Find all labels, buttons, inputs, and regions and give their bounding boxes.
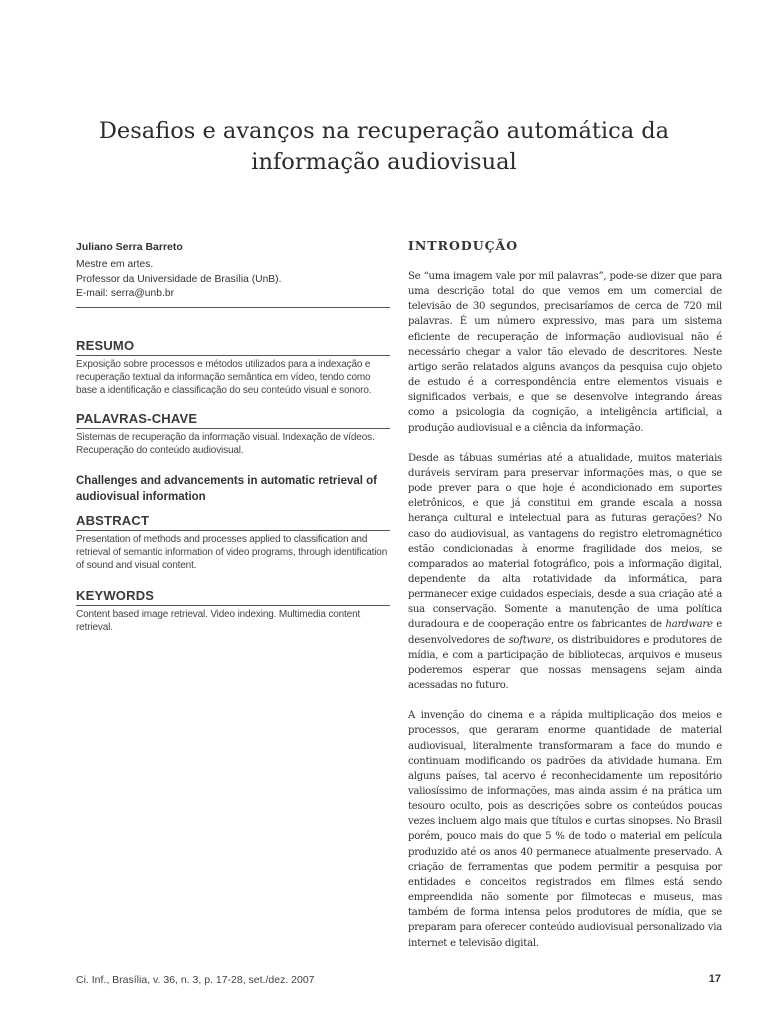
- author-email: E-mail: serra@unb.br: [76, 288, 175, 299]
- keywords-text: Content based image retrieval. Video indexing. Multimedia content retrieval.: [76, 609, 361, 634]
- abstract-text: Presentation of methods and processes applied to classification and retrieval of semantic information of video programs, through identification of sound and visual content.: [76, 533, 388, 571]
- divider: [76, 530, 390, 531]
- intro-paragraph-2-part-a: Desde as tábuas sumérias até a atualidade, muitos materiais duráveis serviram para preservar informações mas, o que se pode prever para o que hoje é acondicionado em suportes eletrônicos, e que já constitui em grande escala a nossa herança cultural e intelectual para as futuras gerações? No caso do audiovisual, as vantagens do registro eletromagnético estão condicionadas à enorme fragilidade dos meios, se comparados ao material fotográfico, pois a informação digital, dependente da alta rotatividade da informática, para permanecer exige cuidados especiais, desde a sua criação até a sua conservação. Somente a manutenção de uma política duradoura e de cooperação entre os fabricantes de: [408, 452, 722, 631]
- divider: [76, 428, 390, 429]
- right-column: [408, 237, 722, 951]
- author-affiliation: Professor da Universidade de Brasília (UnB).: [76, 273, 282, 285]
- divider: [76, 355, 390, 356]
- author-name: Juliano Serra Barreto: [76, 241, 183, 253]
- resumo-heading: RESUMO: [76, 337, 135, 353]
- resumo-text: Exposição sobre processos e métodos utilizados para a indexação e recuperação textual da informação semântica em vídeo, tendo como base a identificação e classificação do seu conteúdo visual e sonoro.: [76, 358, 372, 396]
- introduction-heading: INTRODUÇÃO: [408, 238, 519, 253]
- palavras-chave-heading: PALAVRAS-CHAVE: [76, 411, 198, 427]
- article-title-line2: informação audiovisual: [251, 149, 517, 175]
- citation-footer: Ci. Inf., Brasília, v. 36, n. 3, p. 17-28, set./dez. 2007: [76, 974, 315, 986]
- palavras-chave-text: Sistemas de recuperação da informação visual. Indexação de vídeos. Recuperação do conteúdo audiovisual.: [76, 432, 375, 457]
- article-title: [70, 116, 698, 178]
- divider: [76, 307, 390, 308]
- hardware-term: hardware: [665, 619, 713, 631]
- intro-paragraph-2: [408, 451, 722, 694]
- left-column: [76, 240, 390, 635]
- intro-paragraph-2-part-b: e desenvolvedores de: [408, 619, 722, 646]
- article-title-line1: Desafios e avanços na recuperação automática da: [98, 118, 670, 144]
- intro-paragraph-3: A invenção do cinema e a rápida multiplicação dos meios e processos, que geraram enorme quantidade de material audiovisual, literalmente transformaram a face do mundo e continuam modificando os padrões da atividade humana. Em alguns países, tal acervo é reconhecidamente um repositório valiosíssimo de informações, mas ainda assim é na prática um tesouro oculto, pois as descrições sobre os conteúdos poucas vezes incluem algo mais que títulos e curtas sinopses. No Brasil porém, pouco mais do que 5 % de todo o material em película produzido até os anos 40 permanece atualmente preservado. A criação de ferramentas que podem permitir a pesquisa por entidades e conceitos registrados em filmes está sendo empreendida não somente por filmotecas e museus, mas também de forma intensa pelos produtores de mídia, que se preparam para oferecer conteúdo audiovisual personalizado via internet e televisão digital.: [408, 710, 722, 949]
- keywords-heading: KEYWORDS: [76, 588, 155, 604]
- divider: [76, 605, 390, 606]
- page-number: 17: [708, 973, 721, 985]
- author-degree: Mestre em artes.: [76, 259, 154, 270]
- english-title: Challenges and advancements in automatic retrieval of audiovisual information: [76, 474, 378, 503]
- abstract-heading: ABSTRACT: [76, 512, 150, 528]
- software-term: software: [508, 634, 551, 646]
- intro-paragraph-1: Se “uma imagem vale por mil palavras”, pode-se dizer que para uma descrição total do que vemos em um comercial de televisão de 30 segundos, precisaríamos de cerca de 720 mil palavras. É um número expressivo, mas para um sistema eficiente de recuperação de informação audiovisual não é necessário chegar a valor tão elevado de descritores. Neste artigo serão relatados alguns avanços da pesquisa cujo objeto de estudo é a correspondência entre elementos visuais e significados verbais, e que se desenvolve integrando áreas como a psicologia da cognição, a inteligência artificial, a produção audiovisual e a ciência da informação.: [408, 271, 722, 434]
- intro-paragraph-2-part-c: , os distribuidores e produtores de mídia, e com a participação de bibliotecas, arquivos e museus poderemos esperar que nossas mensagens sejam ainda acessadas no futuro.: [408, 634, 722, 692]
